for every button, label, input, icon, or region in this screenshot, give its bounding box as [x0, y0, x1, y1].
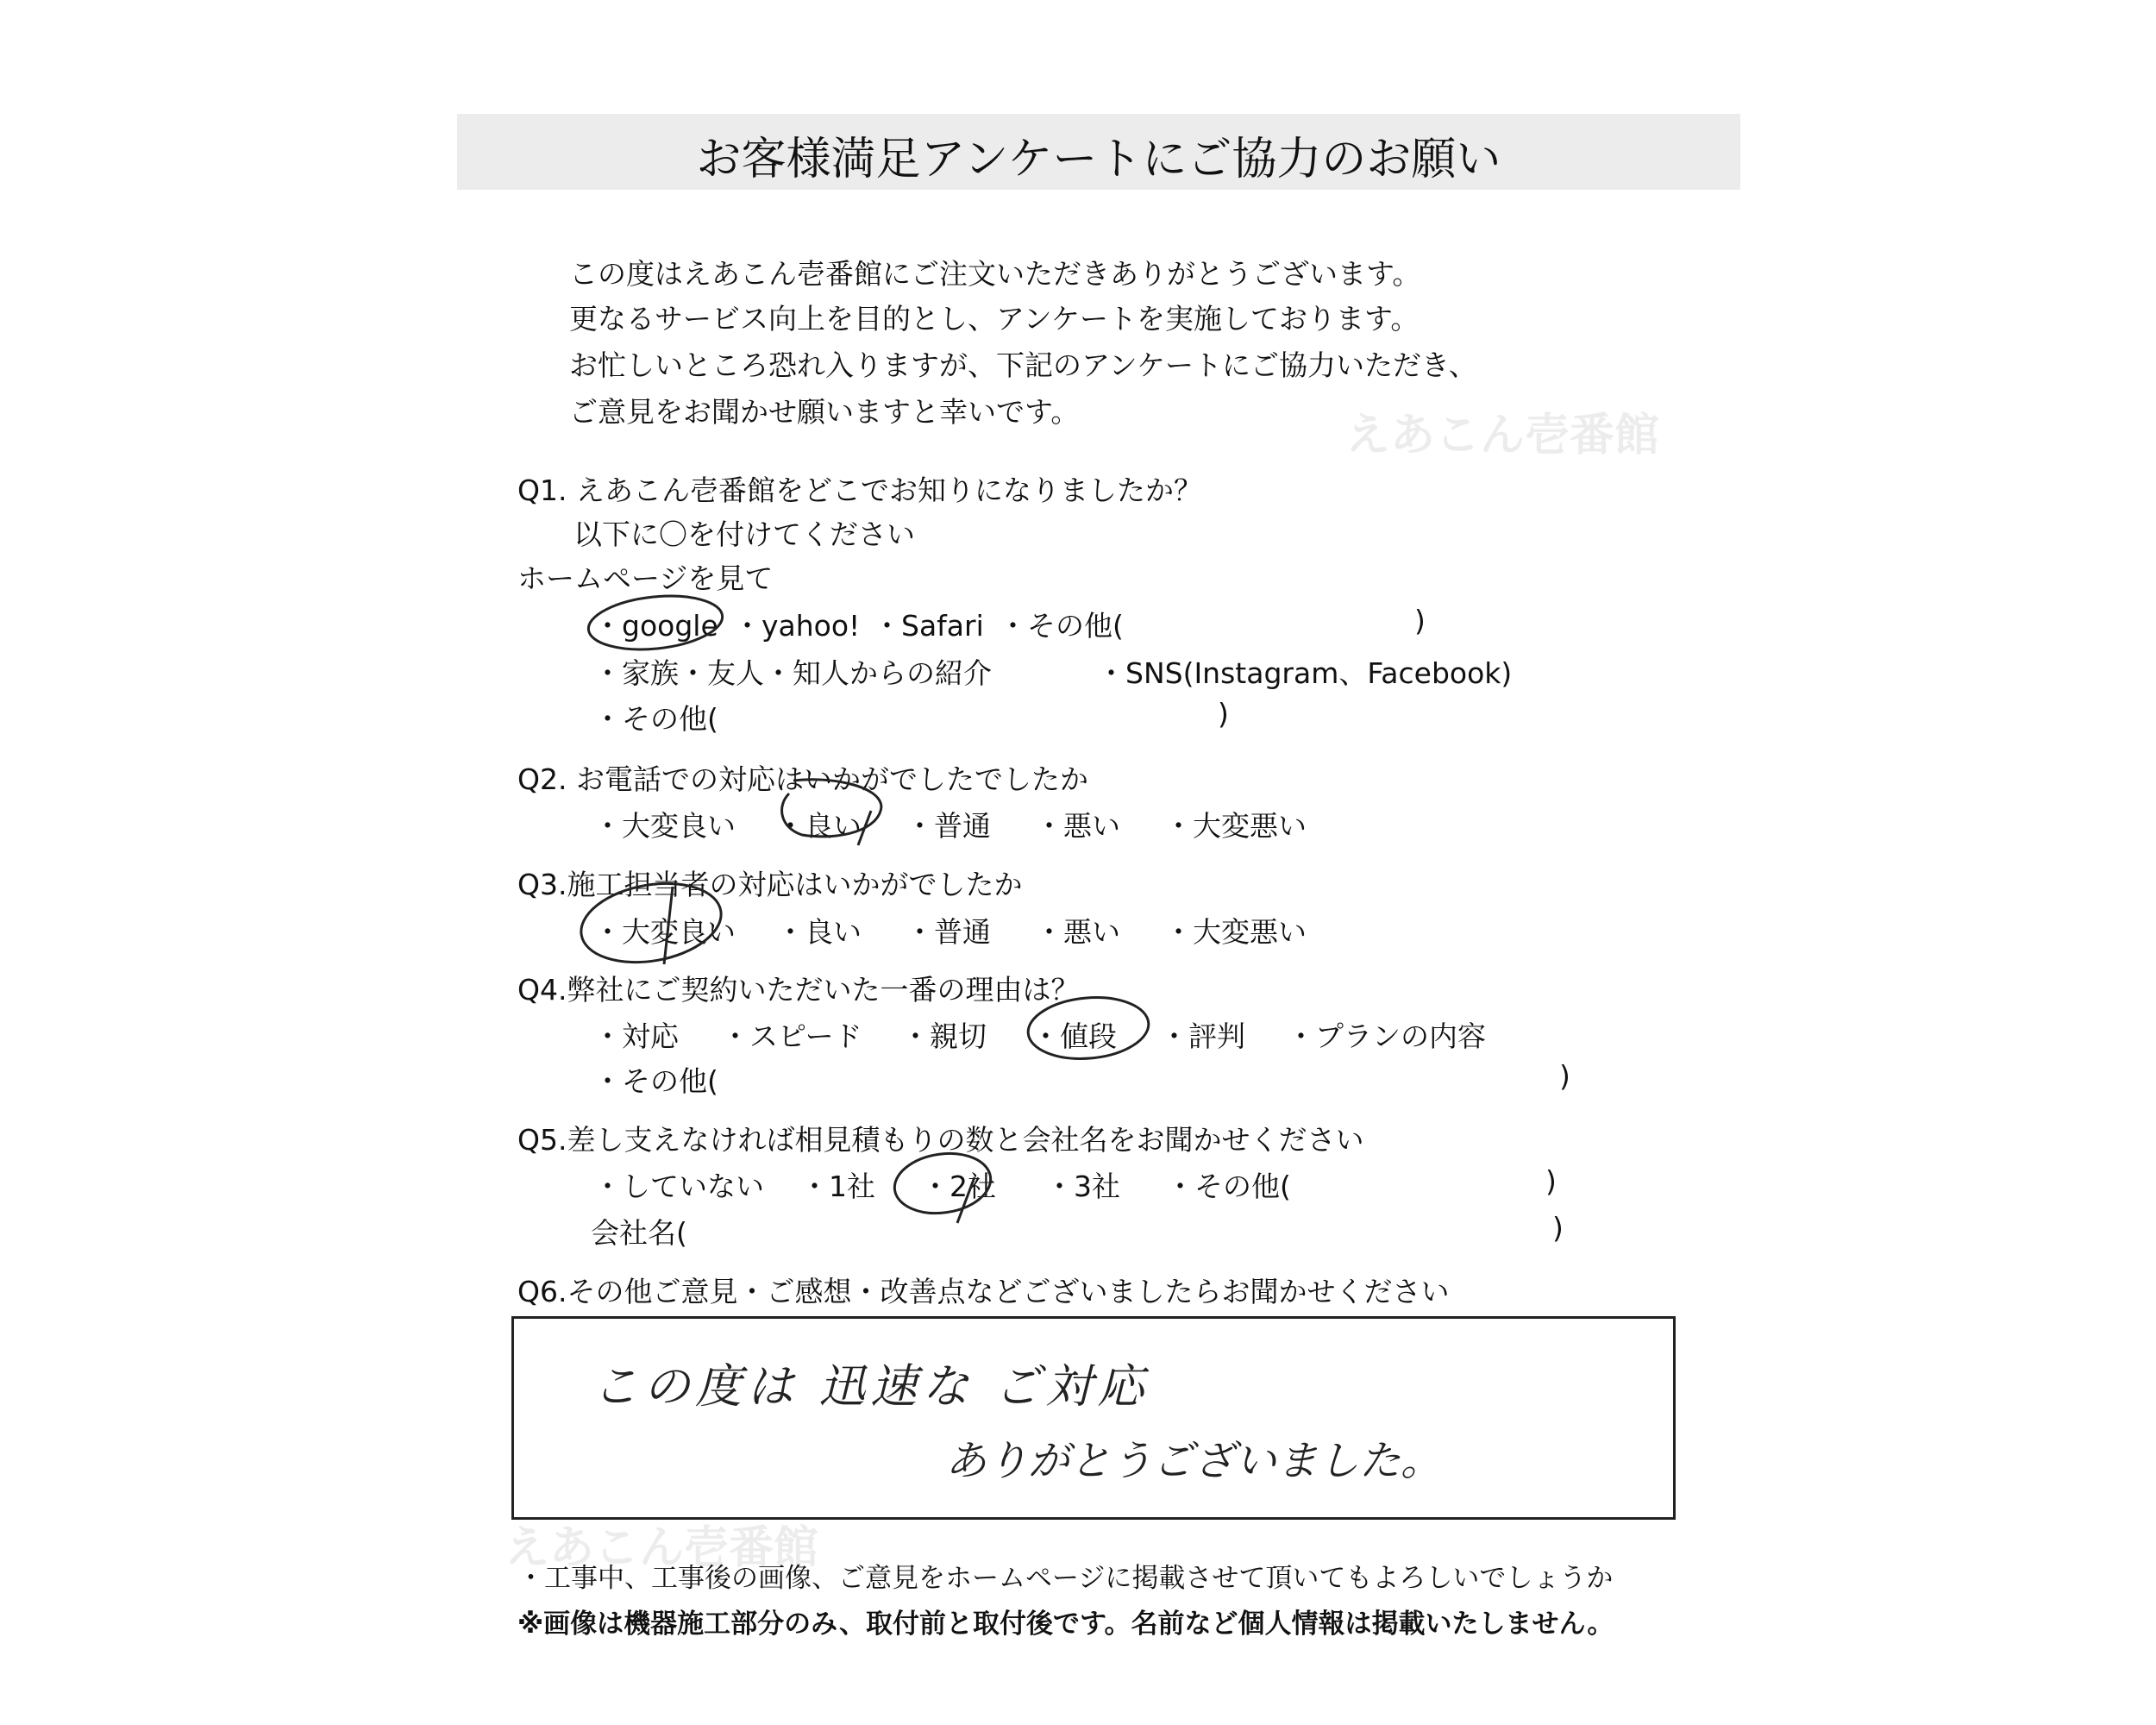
- q3-option-very-good[interactable]: ・大変良い: [593, 915, 736, 949]
- intro-line-4: ご意見をお聞かせ願いますと幸いです。: [569, 395, 1080, 429]
- q1-option-safari[interactable]: ・Safari: [873, 609, 984, 643]
- q1-other-close: ): [1218, 697, 1229, 731]
- q3-option-good[interactable]: ・良い: [776, 915, 862, 949]
- q1-other-web-close: ): [1414, 604, 1426, 637]
- q4-option-plan[interactable]: ・プランの内容: [1287, 1019, 1486, 1053]
- q3-question: Q3.施工担当者の対応はいかがでしたか: [517, 868, 1023, 901]
- comment-line-1: この度は 迅速な ご対応: [592, 1359, 1150, 1414]
- comment-box[interactable]: [511, 1316, 1676, 1520]
- q4-option-speed[interactable]: ・スピード: [721, 1019, 862, 1053]
- q4-option-kindness[interactable]: ・親切: [901, 1019, 987, 1053]
- intro-line-1: この度はえあこん壱番館にご注文いただきありがとうございます。: [569, 257, 1421, 291]
- q2-option-very-bad[interactable]: ・大変悪い: [1164, 809, 1307, 843]
- q1-option-sns[interactable]: ・SNS(Instagram、Facebook): [1097, 656, 1513, 690]
- q5-question: Q5.差し支えなければ相見積もりの数と会社名をお聞かせください: [517, 1123, 1364, 1157]
- q1-option-other[interactable]: ・その他(: [593, 702, 718, 736]
- footer-privacy-note: ※画像は機器施工部分のみ、取付前と取付後です。名前など個人情報は掲載いたしません。: [517, 1609, 1614, 1640]
- q4-option-reputation[interactable]: ・評判: [1160, 1019, 1245, 1053]
- q6-question: Q6.その他ご意見・ご感想・改善点などございましたらお聞かせください: [517, 1275, 1450, 1308]
- q3-option-normal[interactable]: ・普通: [906, 915, 991, 949]
- q2-option-normal[interactable]: ・普通: [906, 809, 991, 843]
- q2-option-very-good[interactable]: ・大変良い: [593, 809, 736, 843]
- q5-option-none[interactable]: ・していない: [593, 1170, 764, 1203]
- q1-section: ホームページを見て: [517, 561, 774, 595]
- q5-other-close: ): [1545, 1164, 1557, 1198]
- q5-company-close: ): [1552, 1211, 1564, 1245]
- q4-option-response[interactable]: ・対応: [593, 1019, 679, 1053]
- watermark-top: えあこん壱番館: [1345, 410, 1660, 461]
- q2-option-bad[interactable]: ・悪い: [1035, 809, 1120, 843]
- q5-option-2[interactable]: ・2社: [921, 1170, 996, 1203]
- q5-option-other[interactable]: ・その他(: [1166, 1170, 1291, 1203]
- footer-consent-question: ・工事中、工事後の画像、ご意見をホームページに掲載させて頂いてもよろしいでしょうか: [517, 1563, 1614, 1594]
- q1-option-yahoo[interactable]: ・yahoo!: [733, 609, 861, 643]
- intro-line-2: 更なるサービス向上を目的とし、アンケートを実施しております。: [569, 302, 1420, 336]
- q3-option-bad[interactable]: ・悪い: [1035, 915, 1120, 949]
- q5-option-1[interactable]: ・1社: [800, 1170, 875, 1203]
- comment-line-2: ありがとうございました。: [945, 1437, 1443, 1485]
- q4-other-close: ): [1559, 1059, 1570, 1093]
- q4-question: Q4.弊社にご契約いただいた一番の理由は？: [517, 973, 1080, 1007]
- q2-option-good[interactable]: ・良い: [776, 809, 862, 843]
- intro-line-3: お忙しいところ恐れ入りますが、下記のアンケートにご協力いただき、: [569, 348, 1477, 382]
- q4-option-other[interactable]: ・その他(: [593, 1064, 718, 1098]
- title-bar: [457, 114, 1740, 190]
- q5-company-label[interactable]: 会社名(: [591, 1216, 687, 1250]
- q3-option-very-bad[interactable]: ・大変悪い: [1164, 915, 1307, 949]
- q1-instruction: 以下に〇を付けてください: [573, 518, 915, 551]
- q1-option-other-web[interactable]: ・その他(: [999, 609, 1124, 643]
- q5-option-3[interactable]: ・3社: [1045, 1170, 1120, 1203]
- q1-option-google[interactable]: ・google: [593, 609, 718, 643]
- q1-option-family[interactable]: ・家族・友人・知人からの紹介: [593, 656, 992, 690]
- q1-question: Q1. えあこん壱番館をどこでお知りになりましたか？: [517, 474, 1202, 507]
- survey-title: お客様満足アンケートにご協力のお願い: [696, 134, 1501, 185]
- watermark-bottom: えあこん壱番館: [505, 1522, 819, 1574]
- q4-option-price[interactable]: ・値段: [1031, 1019, 1117, 1053]
- q2-question: Q2. お電話での対応はいかがでしたでしたか: [517, 762, 1088, 796]
